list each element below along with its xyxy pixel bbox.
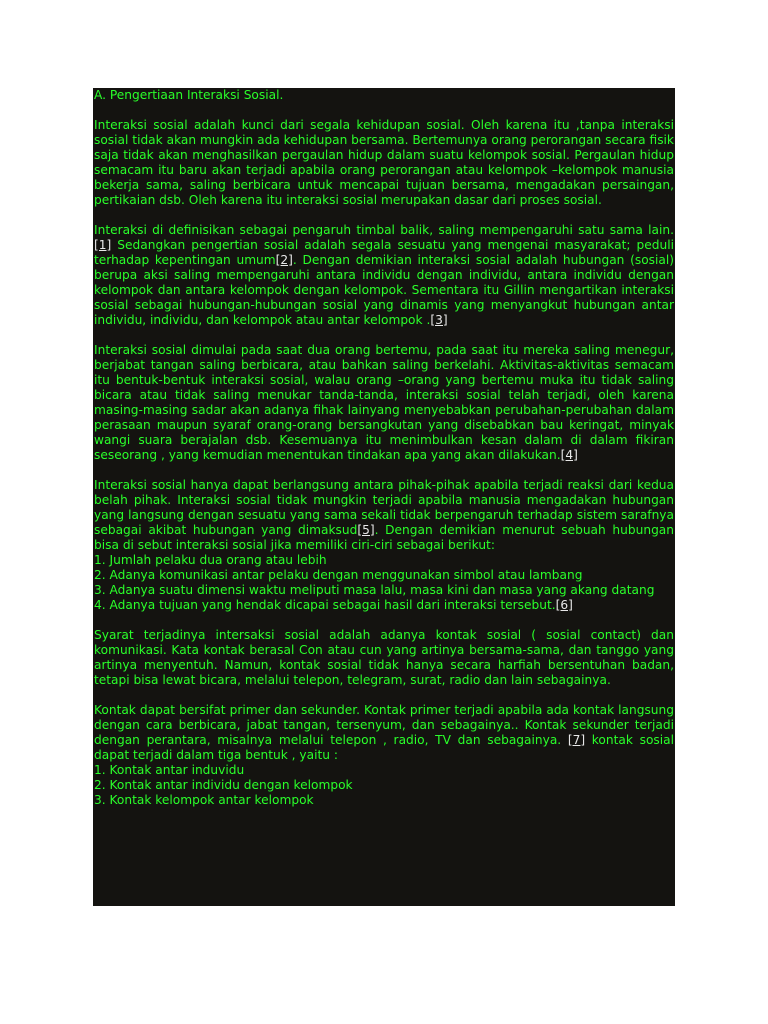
list-item: 1. Jumlah pelaku dua orang atau lebih bbox=[94, 553, 327, 567]
paragraph-3 bbox=[94, 343, 674, 463]
list-item: 2. Adanya komunikasi antar pelaku dengan menggunakan simbol atau lambang bbox=[94, 568, 583, 582]
paragraph-6 bbox=[94, 703, 674, 808]
footnote-link-7[interactable]: [7] bbox=[567, 733, 586, 747]
paragraph-4 bbox=[94, 478, 674, 613]
section-title: A. Pengertiaan Interaksi Sosial. bbox=[94, 88, 284, 102]
paragraph-2-text-a: Interaksi di definisikan sebagai pengaruh timbal balik, saling mempengaruhi satu sama lain. bbox=[94, 223, 674, 237]
document-page bbox=[93, 88, 675, 906]
list-item-last bbox=[94, 598, 674, 613]
paragraph-5: Syarat terjadinya intersaksi sosial adalah adanya kontak sosial ( sosial contact) dan komunikasi. Kata kontak berasal Con atau cun yang artinya bersama-sama, dan tanggo yang artinya menyentuh. Namun, kontak sosial tidak hanya secara harfiah bersentuhan badan, tetapi bisa lewat bicara, melalui telepon, telegram, surat, radio dan lain sebagainya. bbox=[94, 628, 674, 687]
footnote-link-2[interactable]: [2] bbox=[275, 253, 293, 267]
list-item: 2. Kontak antar individu dengan kelompok bbox=[94, 778, 353, 792]
paragraph-2 bbox=[94, 223, 674, 328]
list-item: 3. Kontak kelompok antar kelompok bbox=[94, 793, 314, 807]
paragraph-6-text-a: Kontak dapat bersifat primer dan sekunder. Kontak primer terjadi apabila ada kontak langsung dengan cara berbicara, jabat tangan, tersenyum, dan sebagainya.. Kontak sekunder terjadi dengan perantara, misalnya melalui telepon , radio, TV dan sebagainya. bbox=[94, 703, 674, 747]
paragraph-2-text-c: . Dengan demikian interaksi sosial adalah hubungan (sosial) berupa aksi saling mempengaruhi antara individu dengan individu, antara individu dengan kelompok dan antara kelompok dengan kelompok. Sementara itu Gillin mengartikan interaksi sosial sebagai hubungan-hubungan sosial yang dinamis yang menyangkut hubungan antar individu, individu, dan kelompok atau antar kelompok . bbox=[94, 253, 674, 327]
list-item-text: 4. Adanya tujuan yang hendak dicapai sebagai hasil dari interaksi tersebut. bbox=[94, 598, 556, 612]
paragraph-3-text: Interaksi sosial dimulai pada saat dua orang bertemu, pada saat itu mereka saling menegur, berjabat tangan saling berbicara, atau bahkan saling berkelahi. Aktivitas-aktivitas semacam itu bentuk-bentuk interaksi sosial, walau orang –orang yang bertemu muka itu tidak saling bicara atau tidak saling menukar tanda-tanda, interaksi sosial telah terjadi, oleh karena masing-masing sadar akan adanya fihak lainyang menyebabkan perubahan-perubahan dalam perasaan maupun syaraf orang-orang bersangkutan yang disebabkan bau keringat, minyak wangi suara berajalan dsb. Kesemuanya itu menimbulkan kesan dalam di dalam fikiran seseorang , yang kemudian menentukan tindakan apa yang akan dilakukan. bbox=[94, 343, 674, 462]
footnote-link-4[interactable]: [4] bbox=[560, 448, 578, 462]
footnote-link-5[interactable]: [5] bbox=[357, 523, 375, 537]
footnote-link-1[interactable]: [1] bbox=[94, 238, 112, 252]
paragraph-4-text-b: . Dengan demikian menurut sebuah hubungan bisa di sebut interaksi sosial jika memiliki ciri-ciri sebagai berikut: bbox=[94, 523, 674, 552]
paragraph-2-text-b: Sedangkan pengertian sosial adalah segala sesuatu yang mengenai masyarakat; peduli terhadap kepentingan umum bbox=[94, 238, 674, 267]
list-item: 3. Adanya suatu dimensi waktu meliputi masa lalu, masa kini dan masa yang akang datang bbox=[94, 583, 655, 597]
paragraph-1: Interaksi sosial adalah kunci dari segala kehidupan sosial. Oleh karena itu ,tanpa interaksi sosial tidak akan mungkin ada kehidupan bersama. Bertemunya orang perorangan secara fisik saja tidak akan menghasilkan pergaulan hidup dalam suatu kelompok sosial. Pergaulan hidup semacam itu baru akan terjadi apabila orang perorangan atau kelompok –kelompok manusia bekerja sama, saling berbicara untuk mencapai tujuan bersama, mengadakan persaingan, pertikaian dsb. Oleh karena itu interaksi sosial merupakan dasar dari proses sosial. bbox=[94, 118, 674, 207]
list-item: 1. Kontak antar induvidu bbox=[94, 763, 245, 777]
footnote-link-3[interactable]: [3] bbox=[430, 313, 448, 327]
paragraph-6-text-b: kontak sosial dapat terjadi dalam tiga bentuk , yaitu : bbox=[94, 733, 674, 762]
paragraph-4-text-a: Interaksi sosial hanya dapat berlangsung antara pihak-pihak apabila terjadi reaksi dari kedua belah pihak. Interaksi sosial tidak mungkin terjadi apabila manusia mengadakan hubungan yang langsung dengan sesuatu yang sama sekali tidak berpengaruh terhadap sistem sarafnya sebagai akibat hubungan yang dimaksud bbox=[94, 478, 674, 537]
footnote-link-6[interactable]: [6] bbox=[555, 598, 573, 612]
